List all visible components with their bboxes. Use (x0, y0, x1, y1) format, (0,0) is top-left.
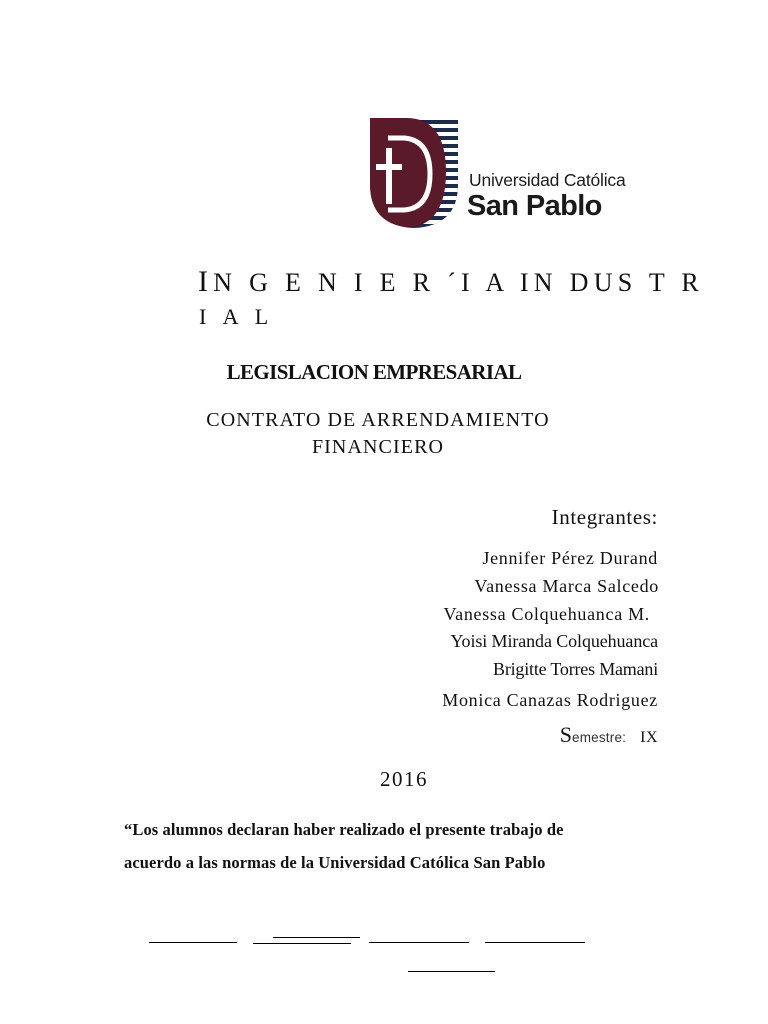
signature-line (485, 942, 585, 943)
semester (560, 722, 658, 748)
declaration-line: “Los alumnos declaran haber realizado el presente trabajo de (124, 820, 564, 839)
cross-shield-icon (366, 114, 466, 232)
logo-university-name: Universidad Católica (469, 170, 626, 190)
signature-line (408, 971, 495, 972)
signature-line (273, 937, 360, 938)
member-name: Jennifer Pérez Durand (482, 548, 658, 568)
member-name: Yoisi Miranda Colquehuanca (450, 631, 658, 651)
signature-line (253, 943, 351, 944)
year: 2016 (380, 767, 428, 791)
signature-line (369, 942, 469, 943)
career-title-line1 (198, 265, 704, 299)
member-name: Vanessa Marca Salcedo (474, 576, 659, 596)
member-name: Brigitte Torres Mamani (493, 659, 658, 679)
university-logo (366, 114, 628, 232)
career-title-line2: I A L (199, 304, 275, 329)
semester-initial: S (559, 722, 572, 747)
topic-title (0, 407, 756, 461)
topic-line: CONTRATO DE ARRENDAMIENTO (206, 409, 550, 431)
members-heading: Integrantes: (551, 505, 658, 529)
signature-line (149, 942, 237, 943)
logo-university-city: San Pablo (467, 190, 602, 222)
course-title: LEGISLACION EMPRESARIAL (226, 360, 522, 384)
semester-label: emestre: (571, 730, 627, 745)
topic-line: FINANCIERO (311, 436, 445, 458)
career-title-initial: I (198, 265, 214, 298)
member-name: Vanessa Colquehuanca M. (443, 604, 650, 624)
member-name: Monica Canazas Rodriguez (442, 690, 658, 710)
semester-value: IX (640, 729, 658, 746)
declaration-line: acuerdo a las normas de la Universidad Católica San Pablo (124, 853, 546, 872)
career-title-rest: N G E N I E R ´I A IN DUS T R (213, 268, 705, 297)
